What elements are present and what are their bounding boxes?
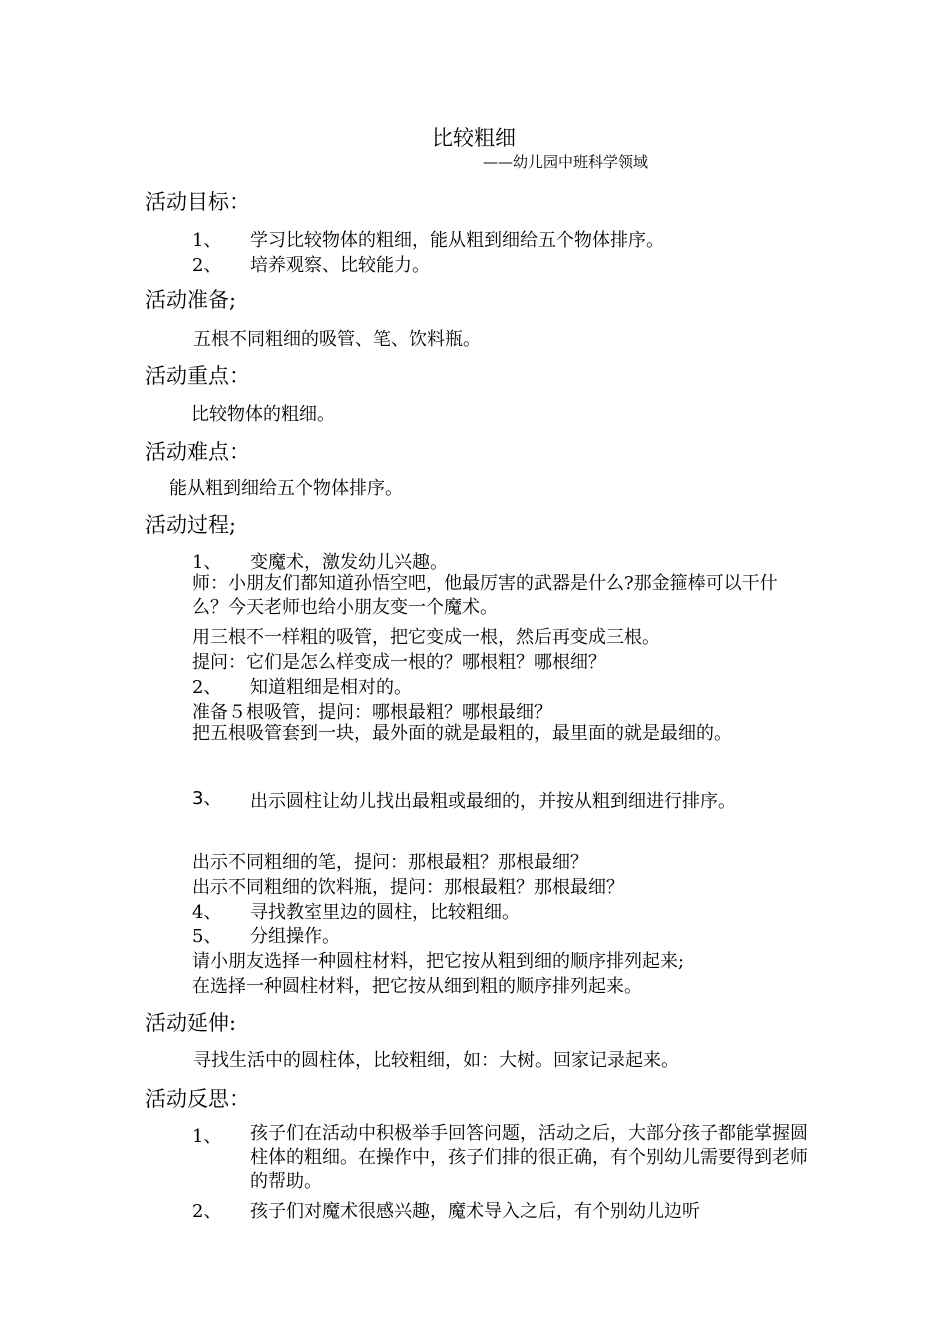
- goal-item-number: 1、: [192, 230, 222, 251]
- goal-item-number: 2、: [192, 255, 222, 276]
- reflection-item-number: 1、: [192, 1126, 222, 1147]
- process-paragraph: 在选择一种圆柱材料，把它按从细到粗的顺序排列起来。: [192, 976, 642, 997]
- process-step-text: 变魔术，激发幼儿兴趣。: [250, 552, 448, 573]
- process-paragraph: 提问：它们是怎么样变成一根的？哪根粗？哪根细？: [192, 652, 606, 673]
- process-step: [192, 922, 340, 948]
- process-step: [192, 898, 520, 924]
- process-paragraph: 用三根不一样粗的吸管，把它变成一根，然后再变成三根。: [192, 627, 660, 648]
- goal-item-text: 学习比较物体的粗细，能从粗到细给五个物体排序。: [250, 230, 664, 251]
- process-paragraph: 师：小朋友们都知道孙悟空吧，他最厉害的武器是什么?那金箍棒可以干什么？今天老师也给小朋友变一个魔术。: [192, 573, 778, 618]
- difficulty-heading: 活动难点：: [145, 440, 250, 464]
- process-step-number: 2、: [192, 677, 222, 698]
- difficulty-text: 能从粗到细给五个物体排序。: [169, 478, 403, 499]
- process-heading: 活动过程;: [145, 513, 237, 537]
- reflection-item-text: 孩子们在活动中积极举手回答问题，活动之后，大部分孩子都能掌握圆柱体的粗细。在操作中，孩子们排的很正确，有个别幼儿需要得到老师的帮助。: [250, 1123, 808, 1192]
- key-text: 比较物体的粗细。: [191, 404, 335, 425]
- process-paragraph: 出示不同粗细的饮料瓶，提问：那根最粗？那根最细？: [192, 877, 624, 898]
- process-step: [192, 673, 412, 699]
- goal-item-text: 培养观察、比较能力。: [250, 255, 430, 276]
- process-step-number: 3、: [192, 788, 222, 809]
- goals-heading: 活动目标：: [145, 190, 250, 214]
- reflection-item-number: 2、: [192, 1201, 222, 1222]
- key-heading: 活动重点：: [145, 364, 250, 388]
- process-step-number: 1、: [192, 552, 222, 573]
- process-step-text: 分组操作。: [250, 926, 340, 947]
- extension-heading: 活动延伸:: [145, 1011, 237, 1035]
- prep-text: 五根不同粗细的吸管、笔、饮料瓶。: [193, 329, 481, 350]
- process-step-text: 知道粗细是相对的。: [250, 677, 412, 698]
- reflection-item-text: 孩子们对魔术很感兴趣，魔术导入之后，有个别幼儿边听: [250, 1201, 700, 1222]
- process-step: [192, 548, 448, 574]
- process-paragraph: 出示不同粗细的笔，提问：那根最粗？那根最细？: [192, 852, 588, 873]
- goal-item: [192, 226, 664, 252]
- process-step-text: 出示圆柱让幼儿找出最粗或最细的，并按从粗到细进行排序。: [250, 791, 736, 812]
- process-paragraph: 准备５根吸管，提问：哪根最粗？哪根最细？: [192, 702, 552, 723]
- extension-text: 寻找生活中的圆柱体，比较粗细，如：大树。回家记录起来。: [193, 1050, 679, 1071]
- process-paragraph: 请小朋友选择一种圆柱材料，把它按从粗到细的顺序排列起来;: [192, 951, 685, 972]
- reflection-heading: 活动反思：: [145, 1087, 250, 1111]
- goal-item: [192, 251, 430, 277]
- process-step-number: 5、: [192, 926, 222, 947]
- prep-heading: 活动准备;: [145, 288, 237, 312]
- page-title: 比较粗细: [432, 126, 516, 150]
- process-step-number: 4、: [192, 902, 222, 923]
- process-step-text: 寻找教室里边的圆柱，比较粗细。: [250, 902, 520, 923]
- page-subtitle: ——幼儿园中班科学领域: [483, 153, 649, 171]
- process-paragraph: 把五根吸管套到一块，最外面的就是最粗的，最里面的就是最细的。: [192, 723, 732, 744]
